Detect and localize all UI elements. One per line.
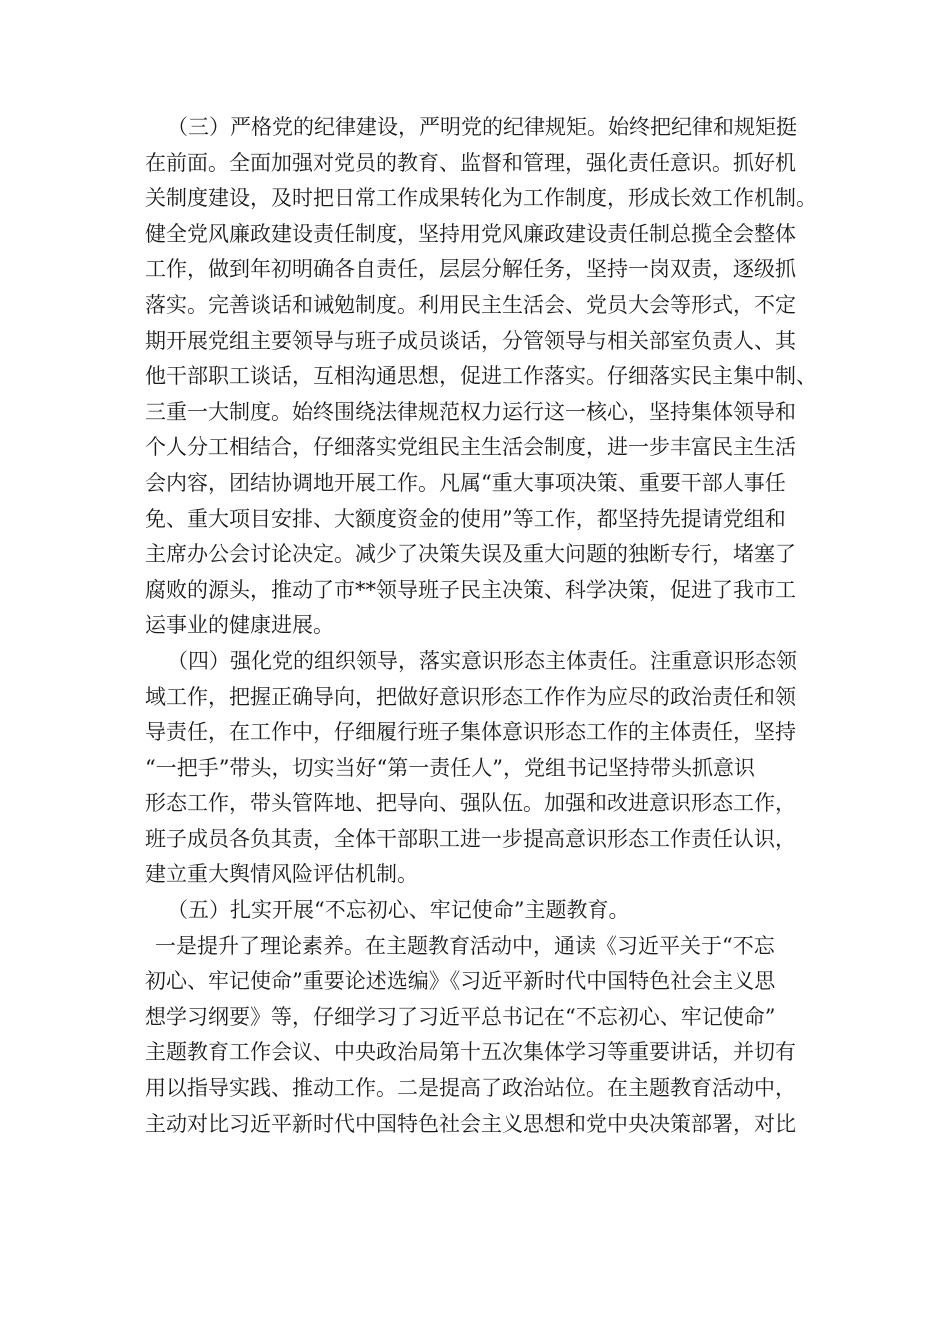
paragraph-3-line: 落实。完善谈话和诫勉制度。利用民主生活会、党员大会等形式，不定 — [145, 292, 796, 317]
paragraph-5-line: 初心、牢记使命”重要论述选编》《习近平新时代中国特色社会主义思 — [145, 969, 776, 994]
paragraph-5-line: 想学习纲要》等，仔细学习了习近平总书记在“不忘初心、牢记使命” — [145, 1004, 776, 1029]
paragraph-3-line: 他干部职工谈话，互相沟通思想，促进工作落实。仔细落实民主集中制、 — [145, 364, 817, 389]
paragraph-3-line: 主席办公会讨论决定。减少了决策失误及重大问题的独断专行，堵塞了 — [145, 542, 796, 567]
paragraph-3-line: 免、重大项目安排、大额度资金的使用”等工作，都坚持先提请党组和 — [145, 506, 786, 531]
paragraph-3-line: 运事业的健康进展。 — [145, 613, 334, 638]
paragraph-3-line: （三）严格党的纪律建设，严明党的纪律规矩。始终把纪律和规矩挺 — [167, 115, 797, 139]
paragraph-3-line: 工作，做到年初明确各自责任，层层分解任务，坚持一岗双责，逐级抓 — [145, 257, 796, 282]
paragraph-5-line: 主动对比习近平新时代中国特色社会主义思想和党中央决策部署，对比 — [145, 1111, 796, 1136]
paragraph-5-line: 用以指导实践、推动工作。二是提高了政治站位。在主题教育活动中， — [145, 1076, 796, 1101]
paragraph-3-line: 会内容，团结协调地开展工作。凡属“重大事项决策、重要干部人事任 — [145, 470, 786, 495]
paragraph-3-line: 个人分工相结合，仔细落实党组民主生活会制度，进一步丰富民主生活 — [145, 435, 796, 460]
paragraph-3-line: 关制度建设，及时把日常工作成果转化为工作制度，形成长效工作机制。 — [145, 186, 817, 211]
paragraph-3-line: 腐败的源头，推动了市**领导班子民主决策、科学决策，促进了我市工 — [145, 577, 796, 602]
paragraph-4-line: “一把手”带头，切实当好“第一责任人”，党组书记坚持带头抓意识 — [145, 755, 755, 780]
paragraph-4-line: 导责任，在工作中，仔细履行班子集体意识形态工作的主体责任，坚持 — [145, 720, 796, 745]
paragraph-3-line: 三重一大制度。始终围绕法律规范权力运行这一核心，坚持集体领导和 — [145, 399, 796, 424]
paragraph-3-line: 在前面。全面加强对党员的教育、监督和管理，强化责任意识。抓好机 — [145, 150, 796, 175]
paragraph-3-line: 健全党风廉政建设责任制度，坚持用党风廉政建设责任制总揽全会整体 — [145, 221, 796, 246]
document-body — [145, 110, 817, 1142]
section-5-heading: （五）扎实开展“不忘初心、牢记使命”主题教育。 — [167, 898, 630, 923]
paragraph-4-line: 域工作，把握正确导向，把做好意识形态工作作为应尽的政治责任和领 — [145, 684, 796, 709]
paragraph-4-line: 建立重大舆情风险评估机制。 — [145, 862, 418, 887]
paragraph-4-line: 班子成员各负其责，全体干部职工进一步提高意识形态工作责任认识， — [145, 826, 796, 851]
paragraph-5-line: 一是提升了理论素养。在主题教育活动中，通读《习近平关于“不忘 — [155, 933, 775, 958]
paragraph-4-line: 形态工作，带头管阵地、把导向、强队伍。加强和改进意识形态工作， — [145, 791, 796, 816]
paragraph-4-line: （四）强化党的组织领导，落实意识形态主体责任。注重意识形态领 — [167, 648, 797, 673]
paragraph-3-line: 期开展党组主要领导与班子成员谈话，分管领导与相关部室负责人、其 — [145, 328, 796, 353]
paragraph-5-line: 主题教育工作会议、中央政治局第十五次集体学习等重要讲话，并切有 — [145, 1040, 796, 1065]
